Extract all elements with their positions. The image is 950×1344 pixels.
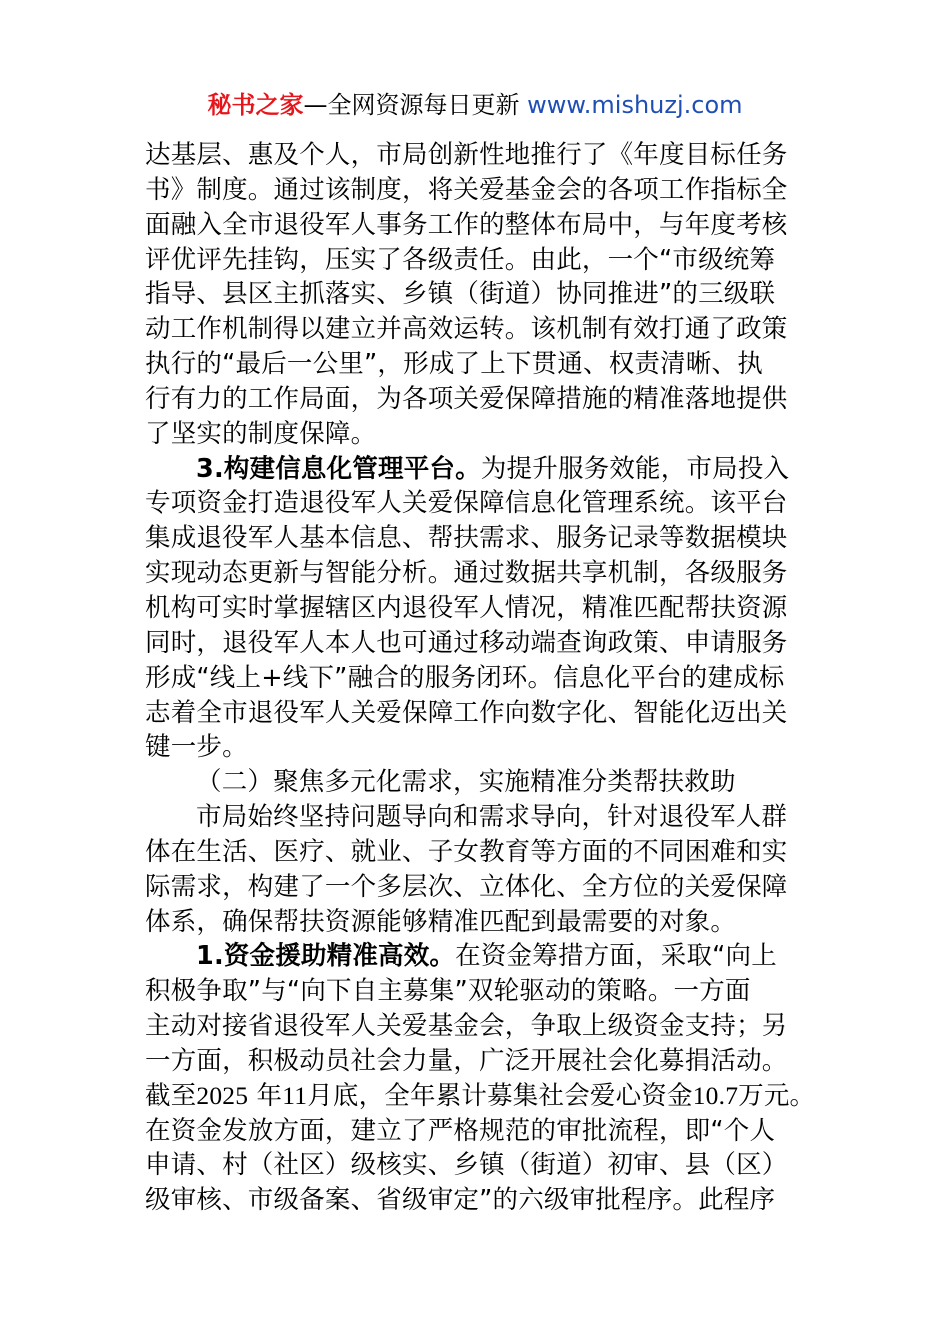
section-3-lead: 为提升服务效能，市局投入 xyxy=(480,453,790,484)
stat-month: 11 xyxy=(282,1080,308,1110)
stat-year: 2025 xyxy=(196,1080,249,1110)
text-line: 同时，退役军人本人也可通过移动端查询政策、申请服务 xyxy=(145,627,788,658)
text-line: 积极争取”与“向下自主募集”双轮驱动的策略。一方面 xyxy=(145,976,751,1007)
text-line: 集成退役军人基本信息、帮扶需求、服务记录等数据模块 xyxy=(145,523,788,554)
text-line: 体在生活、医疗、就业、子女教育等方面的不同困难和实 xyxy=(145,836,788,867)
part-2-heading: （二）聚焦多元化需求，实施精准分类帮扶救助 xyxy=(196,767,736,798)
text-line: 专项资金打造退役军人关爱保障信息化管理系统。该平台 xyxy=(145,488,788,519)
stat-text: 年 xyxy=(256,1080,283,1111)
section-1-heading: 1.资金援助精准高效。 xyxy=(196,941,456,972)
stat-text: 截至 xyxy=(145,1080,197,1111)
text-line: 市局始终坚持问题导向和需求导向，针对退役军人群 xyxy=(196,802,788,833)
text-line: 动工作机制得以建立并高效运转。该机制有效打通了政策 xyxy=(145,314,788,345)
text-line: 申请、村（社区）级核实、乡镇（街道）初审、县（区） xyxy=(145,1150,788,1181)
text-line: 行有力的工作局面，为各项关爱保障措施的精准落地提供 xyxy=(145,383,788,414)
section-1-lead: 在资金筹措方面，采取“向上 xyxy=(455,941,777,972)
text-line: 了坚实的制度保障。 xyxy=(145,418,377,449)
stat-text: 月底，全年累计募集社会爱心资金 xyxy=(307,1080,693,1111)
text-line: 键一步。 xyxy=(145,732,248,763)
text-line: 机构可实时掌握辖区内退役军人情况，精准匹配帮扶资源 xyxy=(145,592,788,623)
text-line: 实现动态更新与智能分析。通过数据共享机制，各级服务 xyxy=(145,558,788,589)
header-brand: 秘书之家 xyxy=(207,91,304,119)
text-line: 主动对接省退役军人关爱基金会，争取上级资金支持；另 xyxy=(145,1011,788,1042)
text-line: 志着全市退役军人关爱保障工作向数字化、智能化迈出关 xyxy=(145,697,788,728)
stat-line xyxy=(145,1079,815,1114)
text-line: 面融入全市退役军人事务工作的整体布局中，与年度考核 xyxy=(145,209,788,240)
section-3-first-line xyxy=(145,452,815,487)
text-line: 级审核、市级备案、省级审定”的六级审批程序。此程序 xyxy=(145,1185,776,1216)
text-line: 执行的“最后一公里”，形成了上下贯通、权责清晰、执 xyxy=(145,349,763,380)
header-site-link[interactable]: www.mishuzj.com xyxy=(527,91,743,119)
body-text xyxy=(145,138,815,1218)
page-header xyxy=(0,88,950,122)
text-line: 在资金发放方面，建立了严格规范的审批流程，即“个人 xyxy=(145,1115,776,1146)
text-line: 际需求，构建了一个多层次、立体化、全方位的关爱保障 xyxy=(145,871,788,902)
header-slogan: —全网资源每日更新 xyxy=(303,91,520,119)
text-line: 形成“线上+线下”融合的服务闭环。信息化平台的建成标 xyxy=(145,662,785,693)
stat-text: 万元。 xyxy=(738,1080,816,1111)
text-line: 一方面，积极动员社会力量，广泛开展社会化募捐活动。 xyxy=(145,1045,788,1076)
stat-amount: 10.7 xyxy=(692,1080,739,1110)
text-line: 指导、县区主抓落实、乡镇（街道）协同推进”的三级联 xyxy=(145,279,776,310)
section-3-heading: 3.构建信息化管理平台。 xyxy=(196,453,481,484)
text-line: 体系，确保帮扶资源能够精准匹配到最需要的对象。 xyxy=(145,906,737,937)
text-line: 达基层、惠及个人，市局创新性地推行了《年度目标任务 xyxy=(145,140,788,170)
section-1-first-line xyxy=(145,939,815,974)
text-line: 书》制度。通过该制度，将关爱基金会的各项工作指标全 xyxy=(145,174,788,205)
text-line: 评优评先挂钩，压实了各级责任。由此，一个“市级统筹 xyxy=(145,244,776,275)
